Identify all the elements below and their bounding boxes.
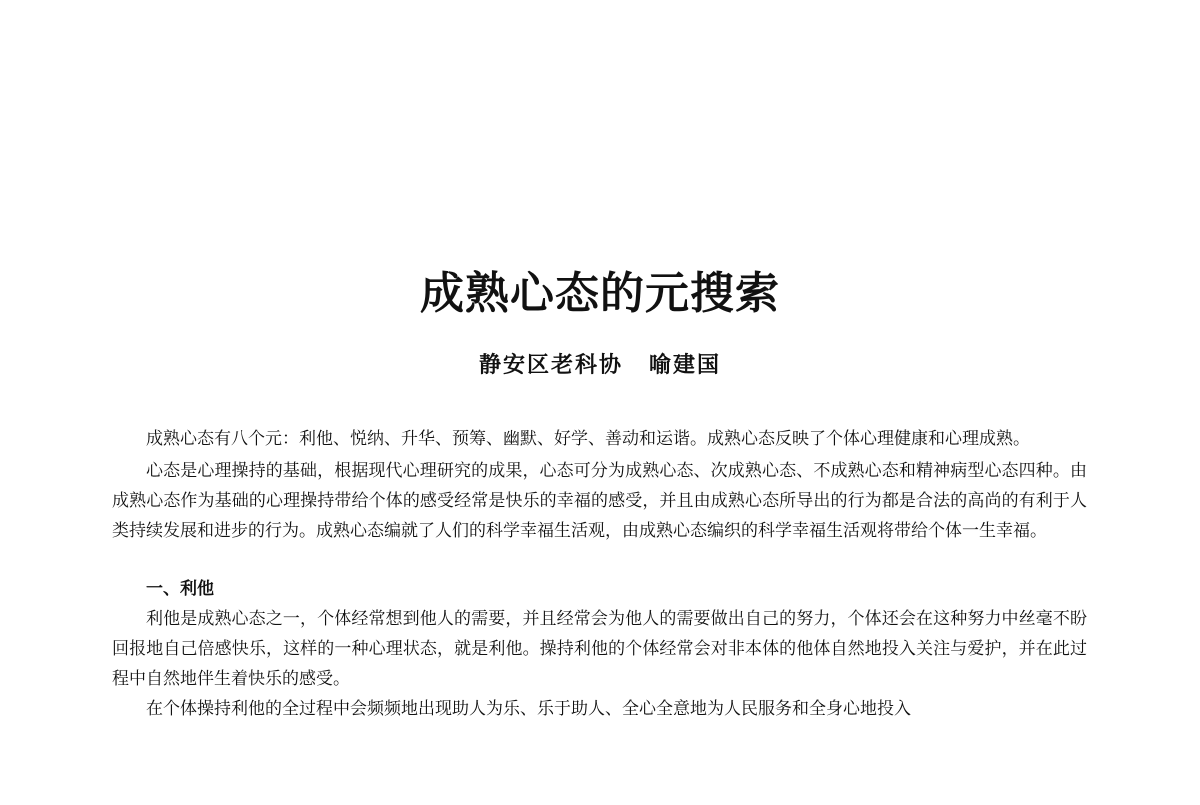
article-title: 成熟心态的元搜索	[420, 268, 780, 319]
section-heading-altruism: 一、利他	[146, 579, 214, 599]
section-paragraph-2: 在个体操持利他的全过程中会频频地出现助人为乐、乐于助人、全心全意地为人民服务和全身心地投入	[146, 699, 911, 719]
article-body	[112, 424, 1087, 724]
author-organization: 静安区老科协	[478, 352, 623, 378]
intro-paragraph-2: 心态是心理操持的基础，根据现代心理研究的成果，心态可分为成熟心态、次成熟心态、不成熟心态和精神病型心态四种。由成熟心态作为基础的心理操持带给个体的感受经常是快乐的幸福的感受，并且由成熟心态所导出的行为都是合法的高尚的有利于人类持续发展和进步的行为。成熟心态编就了人们的科学幸福生活观，由成熟心态编织的科学幸福生活观将带给个体一生幸福。	[112, 461, 1087, 541]
section-paragraph-1: 利他是成熟心态之一，个体经常想到他人的需要，并且经常会为他人的需要做出自己的努力，个体还会在这种努力中丝毫不盼回报地自己倍感快乐，这样的一种心理状态，就是利他。操持利他的个体经常会对非本体的他体自然地投入关注与爱护，并在此过程中自然地伴生着快乐的感受。	[112, 609, 1087, 689]
intro-paragraph-1: 成熟心态有八个元：利他、悦纳、升华、预筹、幽默、好学、善动和运谐。成熟心态反映了个体心理健康和心理成熟。	[146, 429, 1030, 449]
article-byline	[0, 348, 1200, 382]
author-name: 喻建国	[649, 352, 722, 378]
